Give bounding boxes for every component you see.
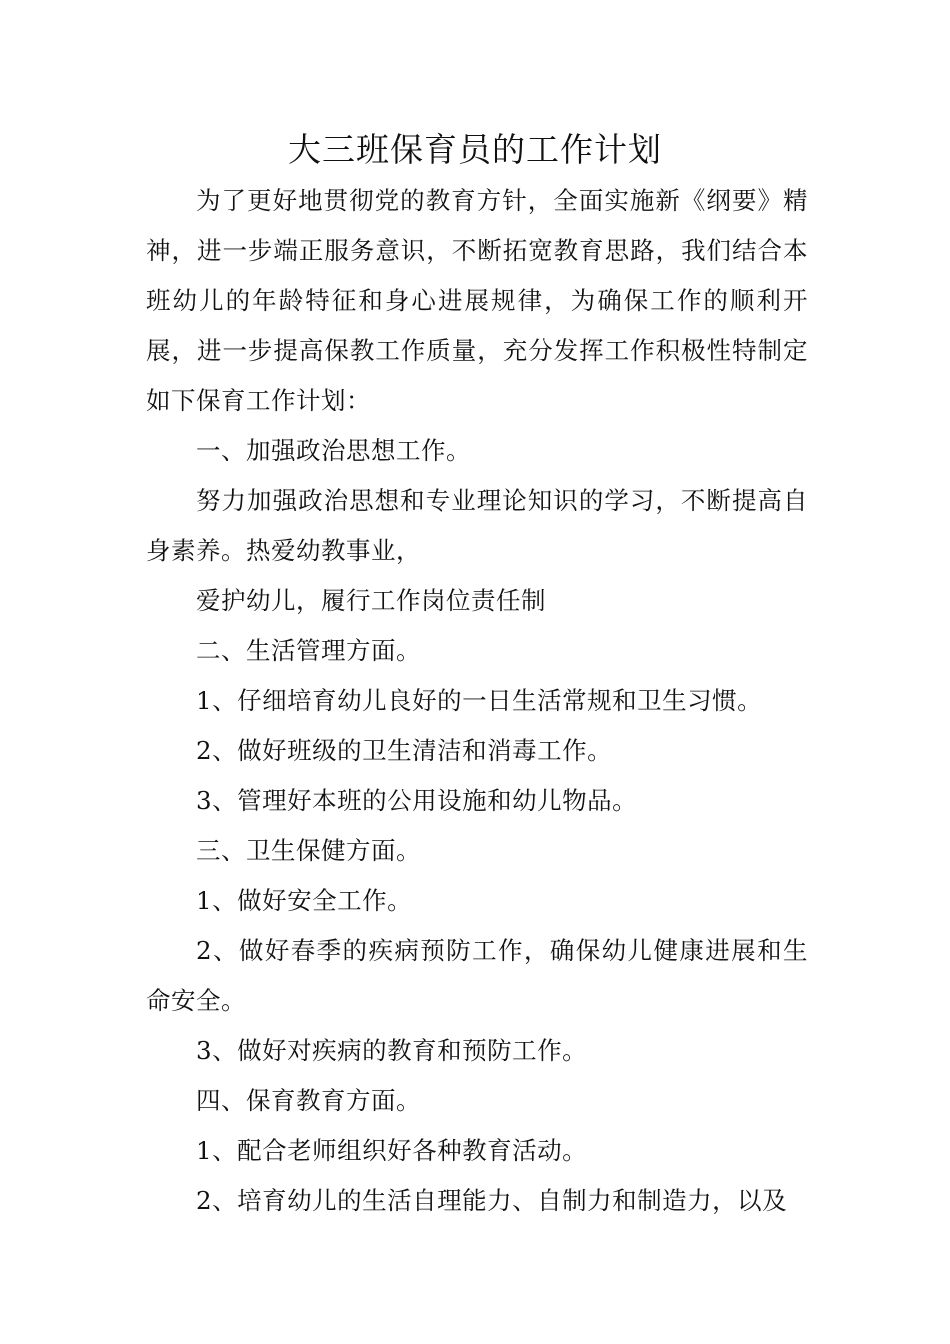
list-item: 2、做好班级的卫生清洁和消毒工作。: [196, 736, 613, 765]
intro-paragraph: 为了更好地贯彻党的教育方针，全面实施新《纲要》精神，进一步端正服务意识，不断拓宽教育思路，我们结合本班幼儿的年龄特征和身心进展规律，为确保工作的顺利开展，进一步提高保教工作质量，充分发挥工作积极性特制定如下保育工作计划：: [146, 186, 808, 415]
section-heading-1: 一、加强政治思想工作。: [196, 436, 471, 465]
list-item: 1、配合老师组织好各种教育活动。: [196, 1136, 588, 1165]
body-paragraph: 努力加强政治思想和专业理论知识的学习，不断提高自身素养。热爱幼教事业，: [146, 486, 808, 565]
list-item: 3、做好对疾病的教育和预防工作。: [196, 1036, 588, 1065]
section-heading-2: 二、生活管理方面。: [196, 636, 421, 665]
document-title: 大三班保育员的工作计划: [288, 130, 662, 169]
section-heading-4: 四、保育教育方面。: [196, 1086, 421, 1115]
list-item: 2、做好春季的疾病预防工作，确保幼儿健康进展和生命安全。: [146, 936, 808, 1015]
body-paragraph: 爱护幼儿，履行工作岗位责任制: [196, 586, 546, 615]
document-body: [146, 176, 808, 1226]
list-item: 2、培育幼儿的生活自理能力、自制力和制造力，以及: [196, 1186, 788, 1215]
list-item: 1、仔细培育幼儿良好的一日生活常规和卫生习惯。: [196, 686, 763, 715]
section-heading-3: 三、卫生保健方面。: [196, 836, 421, 865]
list-item: 1、做好安全工作。: [196, 886, 413, 915]
list-item: 3、管理好本班的公用设施和幼儿物品。: [196, 786, 638, 815]
